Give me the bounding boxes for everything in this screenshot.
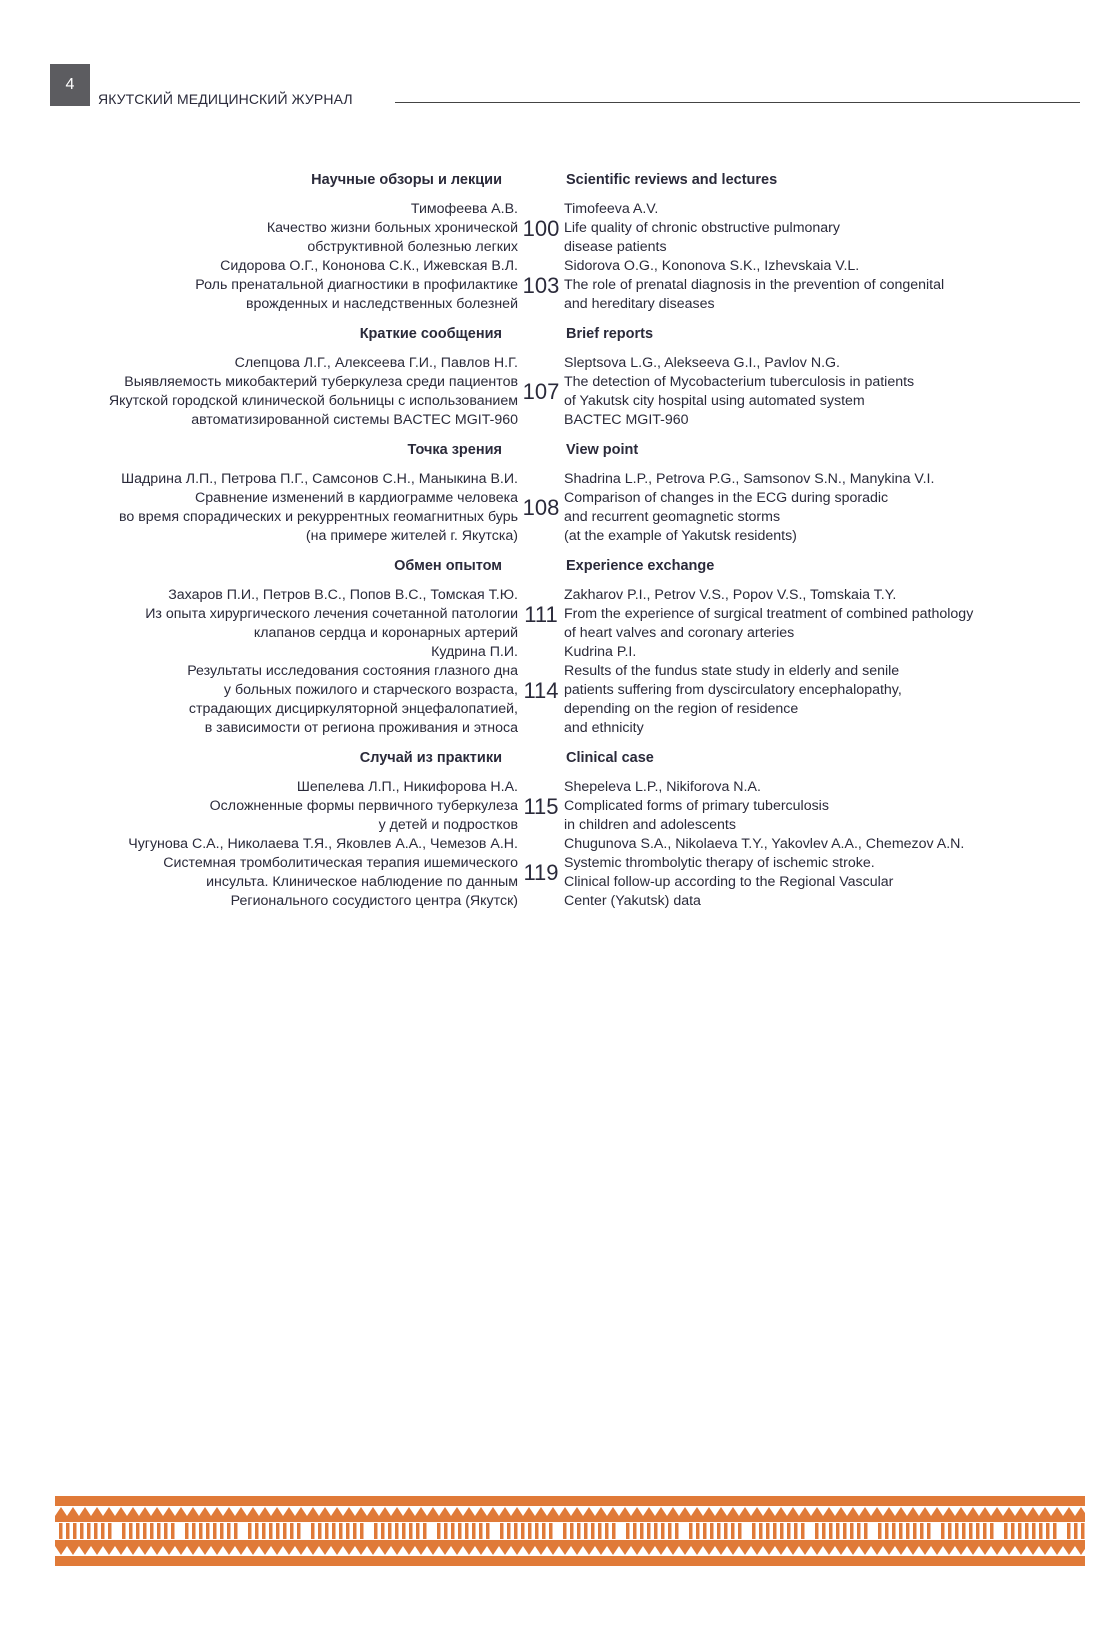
entry-authors-en: Shepeleva L.P., Nikiforova N.A. — [564, 779, 761, 795]
entry-en — [564, 470, 1034, 546]
entry-title-en-line: Life quality of chronic obstructive pulmonary — [564, 220, 841, 236]
entry-title-ru-line: в зависимости от региона проживания и этноса — [204, 720, 518, 736]
entry-en — [564, 778, 1034, 835]
entry-authors-ru: Захаров П.И., Петров В.С., Попов В.С., Томская Т.Ю. — [168, 587, 518, 603]
section-heading — [0, 748, 1115, 778]
entry-authors-ru: Шадрина Л.П., Петрова П.Г., Самсонов С.Н., Маныкина В.И. — [121, 471, 518, 487]
entry-en — [564, 643, 1034, 738]
journal-title: ЯКУТСКИЙ МЕДИЦИНСКИЙ ЖУРНАЛ — [98, 91, 353, 107]
entry-title-ru-line: страдающих дисциркуляторной энцефалопатией, — [188, 701, 518, 717]
entry-title-en-line: in children and adolescents — [564, 817, 736, 833]
entry-en — [564, 200, 1034, 257]
entry-title-ru-line: Осложненные формы первичного туберкулеза — [209, 798, 518, 814]
section-title-ru: Случай из практики — [359, 750, 502, 766]
entry-en — [564, 257, 1034, 314]
entry-authors-ru: Слепцова Л.Г., Алексеева Г.И., Павлов Н.Г. — [234, 355, 518, 371]
entry-title-ru-line: Якутской городской клинической больницы с использованием — [108, 393, 518, 409]
entry-page-number: 119 — [523, 860, 559, 885]
entry-title-ru-line: автоматизированной системы BACTEC MGIT-960 — [191, 412, 518, 428]
entry-ru — [0, 470, 518, 546]
section-heading — [0, 324, 1115, 354]
toc-entry — [0, 586, 1115, 643]
entry-title-ru-line: у больных пожилого и старческого возраста, — [223, 682, 518, 698]
toc-entry — [0, 354, 1115, 430]
entry-authors-en: Kudrina P.I. — [564, 644, 637, 660]
entry-en — [564, 586, 1034, 643]
entry-ru — [0, 778, 518, 835]
toc-entry — [0, 835, 1115, 911]
entry-authors-en: Zakharov P.I., Petrov V.S., Popov V.S., Tomskaia T.Y. — [564, 587, 897, 603]
entry-title-en-line: Center (Yakutsk) data — [564, 893, 701, 909]
section-title-en: Brief reports — [566, 326, 654, 342]
toc-entry — [0, 778, 1115, 835]
entry-authors-ru: Кудрина П.И. — [431, 644, 518, 660]
entry-authors-en: Sleptsova L.G., Alekseeva G.I., Pavlov N.G. — [564, 355, 840, 371]
entry-authors-en: Shadrina L.P., Petrova P.G., Samsonov S.N., Manykina V.I. — [564, 471, 935, 487]
entry-page-number: 115 — [523, 793, 559, 819]
entry-ru — [0, 586, 518, 643]
entry-page-number: 114 — [523, 677, 559, 703]
entry-title-ru-line: Регионального сосудистого центра (Якутск) — [230, 893, 518, 909]
entry-page-number: 108 — [522, 495, 560, 520]
section-heading — [0, 170, 1115, 200]
entry-title-ru-line: у детей и подростков — [378, 817, 518, 833]
section-title-en: Clinical case — [566, 750, 654, 766]
entry-en — [564, 835, 1034, 911]
header-rule — [395, 102, 1080, 103]
entry-title-ru-line: клапанов сердца и коронарных артерий — [253, 625, 518, 641]
entry-authors-ru: Чугунова С.А., Николаева Т.Я., Яковлев А.А., Чемезов А.Н. — [128, 836, 518, 852]
toc-section — [0, 440, 1115, 556]
entry-en — [564, 354, 1034, 430]
toc-section — [0, 556, 1115, 748]
toc-entry — [0, 257, 1115, 314]
entry-page-number: 100 — [522, 215, 560, 241]
entry-page-number: 107 — [522, 379, 560, 404]
entry-title-en-line: BACTEC MGIT-960 — [564, 412, 689, 428]
entry-title-ru-line: (на примере жителей г. Якутска) — [305, 528, 518, 544]
entry-title-en-line: depending on the region of residence — [564, 701, 799, 717]
page-number-badge: 4 — [50, 64, 90, 106]
entry-title-en-line: and hereditary diseases — [564, 296, 715, 312]
entry-title-en-line: Clinical follow-up according to the Regional Vascular — [564, 874, 894, 890]
entry-page-number: 103 — [522, 272, 560, 298]
entry-ru — [0, 257, 518, 314]
entry-title-en-line: The detection of Mycobacterium tuberculosis in patients — [564, 374, 915, 390]
toc-section — [0, 748, 1115, 921]
entry-title-en-line: Results of the fundus state study in elderly and senile — [564, 663, 900, 679]
entry-title-ru-line: Выявляемость микобактерий туберкулеза среди пациентов — [124, 374, 518, 390]
entry-ru — [0, 835, 518, 911]
section-title-ru: Краткие сообщения — [359, 326, 502, 342]
section-heading — [0, 440, 1115, 470]
toc-section — [0, 170, 1115, 324]
entry-authors-en: Timofeeva A.V. — [564, 201, 659, 217]
entry-ru — [0, 354, 518, 430]
entry-title-ru-line: Качество жизни больных хронической — [266, 220, 518, 236]
section-title-en: View point — [566, 442, 639, 458]
entry-title-en-line: and recurrent geomagnetic storms — [564, 509, 781, 525]
entry-authors-en: Sidorova O.G., Kononova S.K., Izhevskaia V.L. — [564, 258, 860, 274]
section-title-ru: Точка зрения — [407, 442, 502, 458]
entry-title-en-line: of Yakutsk city hospital using automated system — [564, 393, 865, 409]
entry-title-en-line: disease patients — [564, 239, 667, 255]
entry-title-en-line: Systemic thrombolytic therapy of ischemic stroke. — [564, 855, 875, 871]
entry-title-en-line: From the experience of surgical treatment of combined pathology — [564, 606, 974, 622]
entry-authors-ru: Шепелева Л.П., Никифорова Н.А. — [296, 779, 518, 795]
toc-section — [0, 324, 1115, 440]
entry-title-en-line: The role of prenatal diagnosis in the prevention of congenital — [564, 277, 945, 293]
section-title-en: Scientific reviews and lectures — [566, 172, 778, 188]
entry-title-en-line: patients suffering from dyscirculatory encephalopathy, — [564, 682, 902, 698]
entry-title-ru-line: врожденных и наследственных болезней — [245, 296, 518, 312]
toc-entry — [0, 643, 1115, 738]
entry-title-ru-line: Роль пренатальной диагностики в профилактике — [195, 277, 518, 293]
toc-entry — [0, 200, 1115, 257]
entry-title-ru-line: инсульта. Клиническое наблюдение по данным — [206, 874, 518, 890]
toc-entry — [0, 470, 1115, 546]
table-of-contents — [0, 170, 1115, 921]
entry-authors-en: Chugunova S.A., Nikolaeva T.Y., Yakovlev A.A., Chemezov A.N. — [564, 836, 965, 852]
page-header — [50, 64, 1080, 106]
entry-title-ru-line: Сравнение изменений в кардиограмме человека — [195, 490, 518, 506]
section-title-ru: Научные обзоры и лекции — [311, 172, 502, 188]
entry-authors-ru: Сидорова О.Г., Кононова С.К., Ижевская В.Л. — [220, 258, 518, 274]
entry-title-ru-line: Системная тромболитическая терапия ишемического — [163, 855, 518, 871]
entry-title-ru-line: обструктивной болезнью легких — [307, 239, 518, 255]
entry-title-ru-line: Результаты исследования состояния глазного дна — [187, 663, 518, 679]
section-title-ru: Обмен опытом — [394, 558, 502, 574]
entry-title-en-line: Comparison of changes in the ECG during sporadic — [564, 490, 889, 506]
entry-authors-ru: Тимофеева А.В. — [410, 201, 518, 217]
entry-ru — [0, 643, 518, 738]
section-title-en: Experience exchange — [566, 558, 715, 574]
ornament-border — [55, 1496, 1085, 1566]
entry-title-en-line: Complicated forms of primary tuberculosis — [564, 798, 829, 814]
entry-title-en-line: and ethnicity — [564, 720, 644, 736]
entry-title-ru-line: Из опыта хирургического лечения сочетанной патологии — [145, 606, 518, 622]
entry-page-number: 111 — [524, 601, 558, 627]
entry-title-en-line: (at the example of Yakutsk residents) — [564, 528, 797, 544]
entry-title-ru-line: во время спорадических и рекуррентных геомагнитных бурь — [119, 509, 518, 525]
entry-ru — [0, 200, 518, 257]
section-heading — [0, 556, 1115, 586]
entry-title-en-line: of heart valves and coronary arteries — [564, 625, 795, 641]
